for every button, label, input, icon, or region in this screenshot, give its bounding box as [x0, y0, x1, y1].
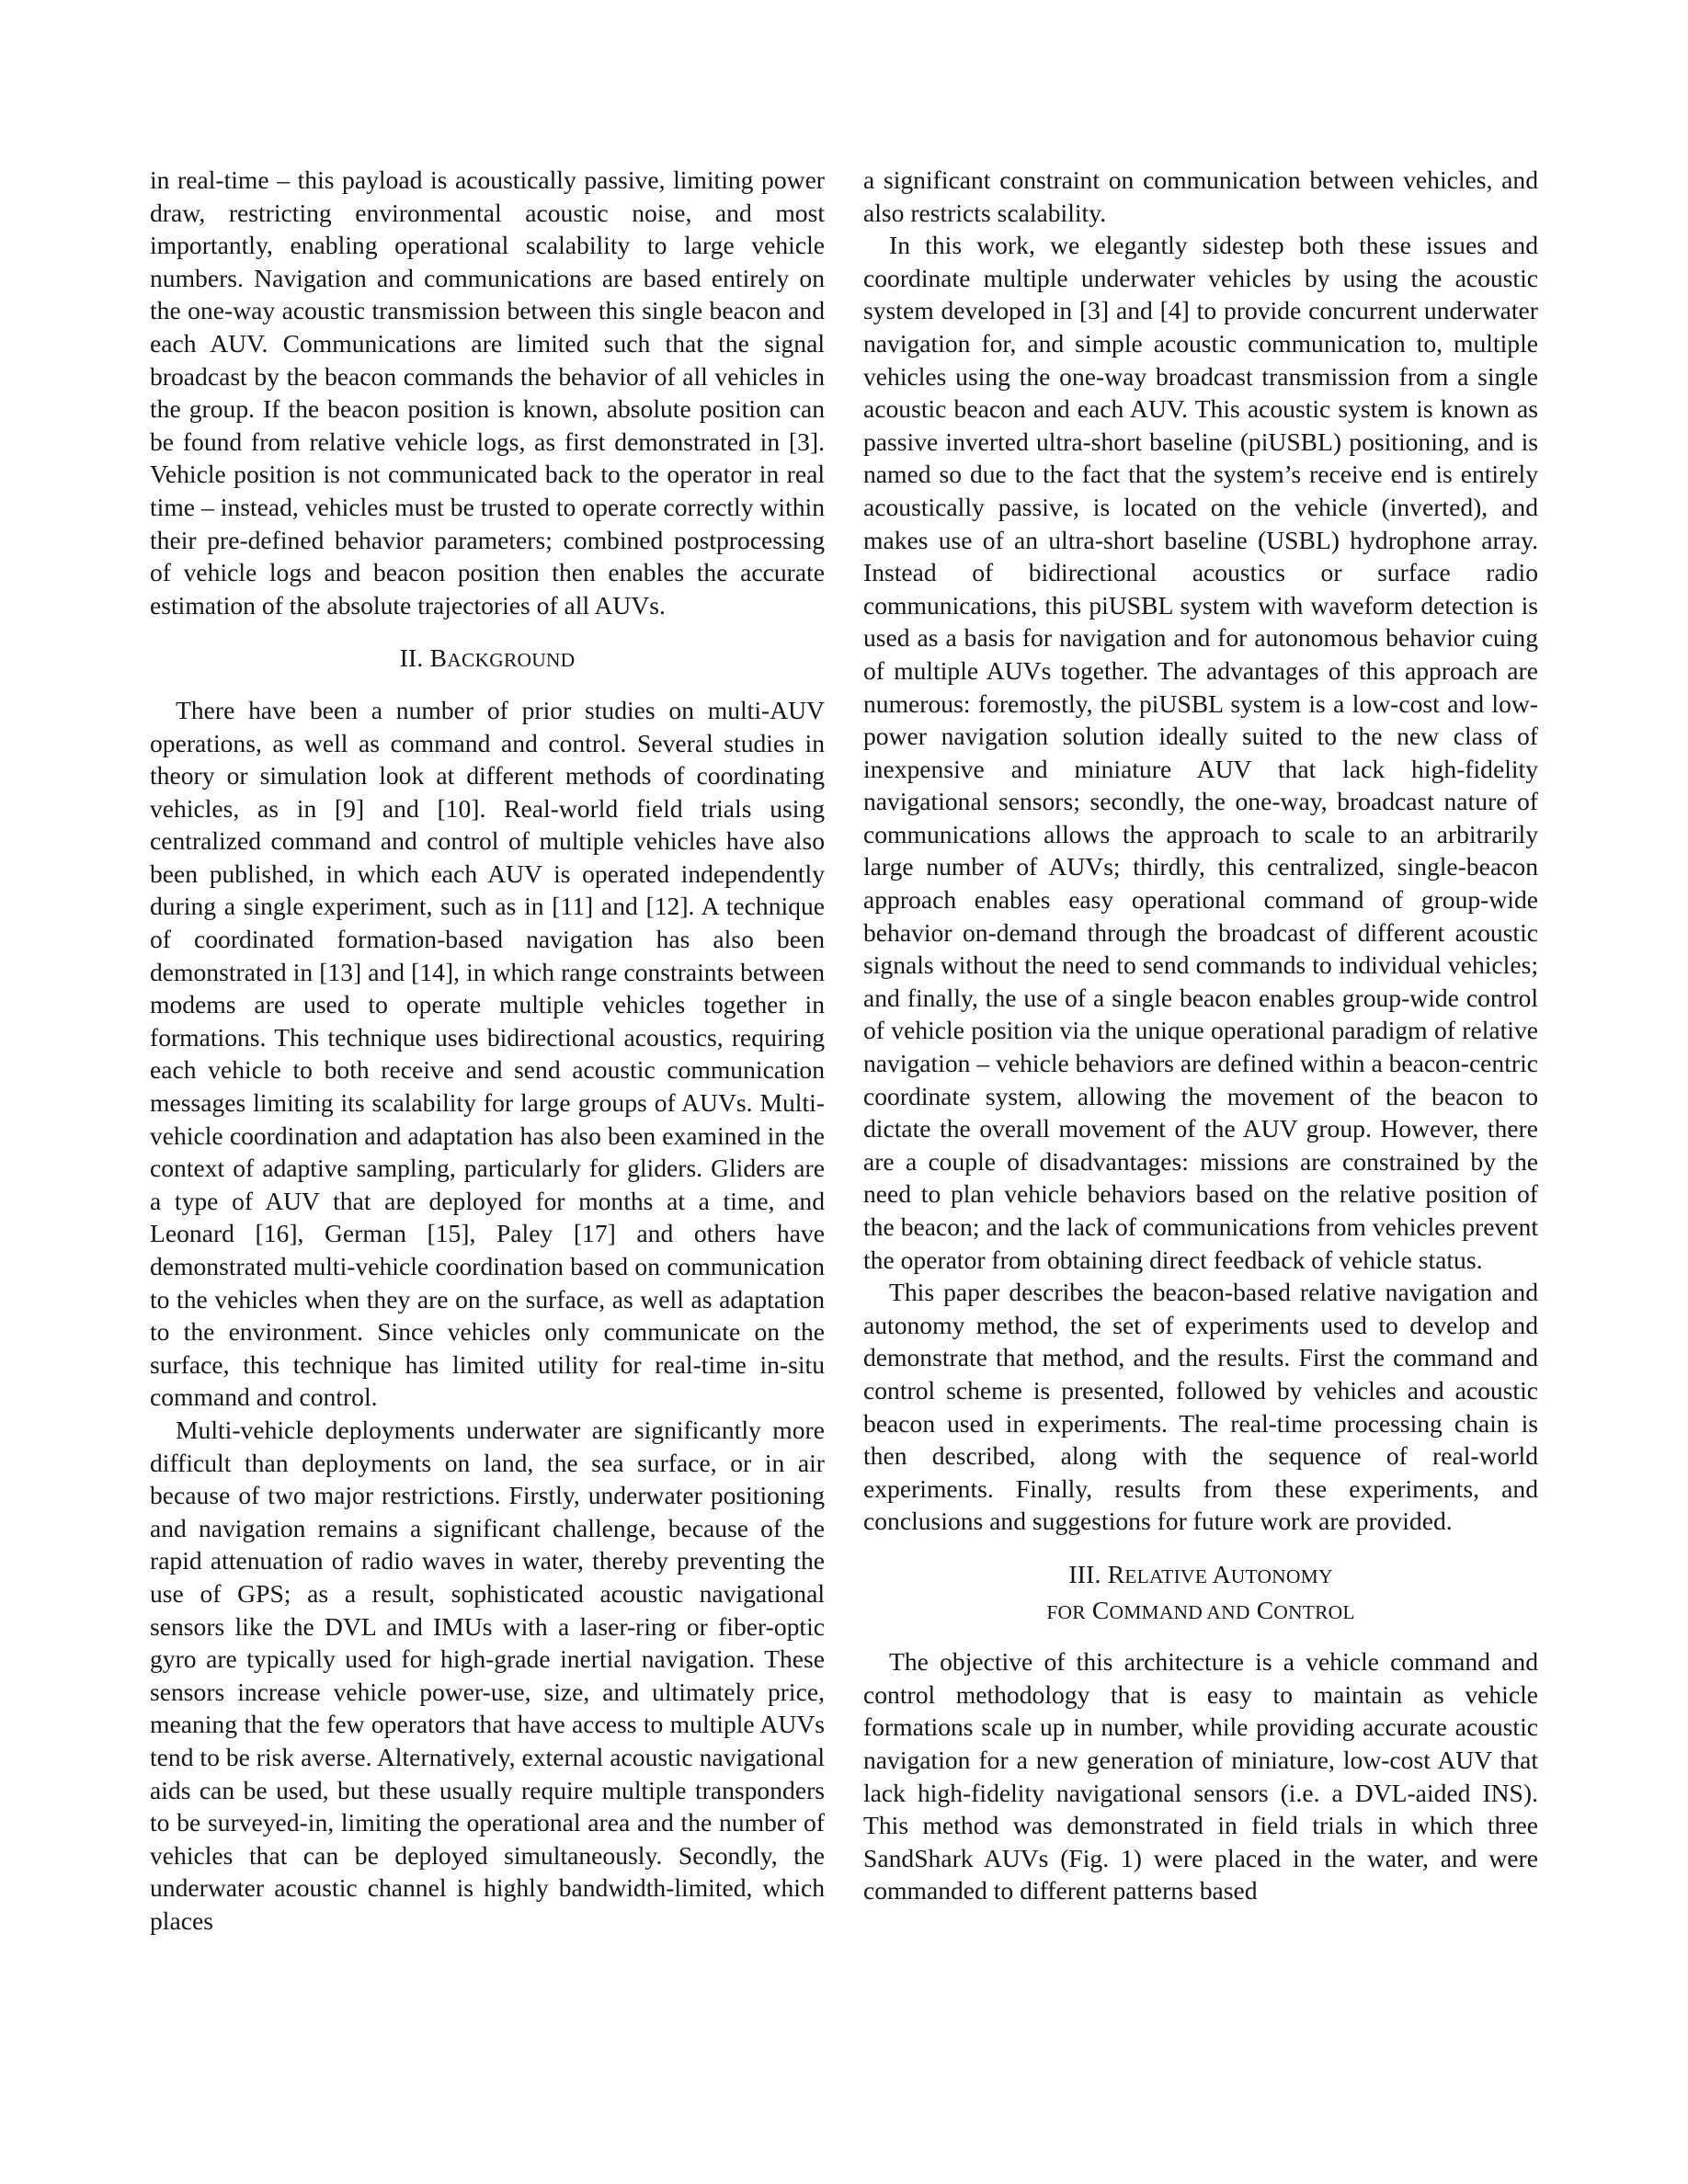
left-column	[150, 164, 825, 1937]
section-title-rest: ACKGROUND	[447, 649, 576, 672]
heading-initial: R	[1107, 1559, 1125, 1588]
outline-paragraph: This paper describes the beacon-based relative navigation and autonomy method, the set of experiments used to develop and demonstrate that method, and the results. First the command and control scheme is presented, followed by vehicles and acoustic beacon used in experiments. The real-time processing chain is then described, along with the sequence of real-world experiments. Finally, results from these experiments, and conclusions and suggestions for future work are provided.	[863, 1278, 1538, 1536]
section-title-initial: B	[429, 643, 448, 673]
approach-paragraph: In this work, we elegantly sidestep both these issues and coordinate multiple underwater vehicles by using the acoustic system developed in [3] and [4] to provide concurrent underwater navigation for, and simple acoustic communication to, multiple vehicles using the one-way broadcast transmission from a single acoustic beacon and each AUV. This acoustic system is known as passive inverted ultra-short baseline (piUSBL) positioning, and is named so due to the fact that the system’s receive end is entirely acoustically passive, is located on the vehicle (inverted), and makes use of an ultra-short baseline (USBL) hydrophone array. Instead of bidirectional acoustics or surface radio communications, this piUSBL system with waveform detection is used as a basis for navigation and for autonomous behavior cuing of multiple AUVs together. The advantages of this approach are numerous: foremostly, the piUSBL system is a low-cost and low-power navigation solution ideally suited to the new class of inexpensive and miniature AUV that lack high-fidelity navigational sensors; secondly, the one-way, broadcast nature of communications allows the approach to scale to an arbitrarily large number of AUVs; thirdly, this centralized, single-beacon approach enables easy operational command of group-wide behavior on-demand through the broadcast of different acoustic signals without the need to send commands to individual vehicles; and finally, the use of a single beacon enables group-wide control of vehicle position via the unique operational paradigm of relative navigation – vehicle behaviors are defined within a beacon-centric coordinate system, allowing the movement of the beacon to dictate the overall movement of the AUV group. However, there are a couple of disadvantages: missions are constrained by the need to plan vehicle behaviors based on the relative position of the beacon; and the lack of communications from vehicles prevent the operator from obtaining direct feedback of vehicle status.	[863, 231, 1538, 1274]
heading-initial: C	[1091, 1595, 1110, 1624]
objective-paragraph: The objective of this architecture is a vehicle command and control methodology that is easy to maintain as vehicle formations scale up in number, while providing accurate acoustic navigation for a new generation of miniature, low-cost AUV that lack high-fidelity navigational sensors (i.e. a DVL-aided INS). This method was demonstrated in field trials in which three SandShark AUVs (Fig. 1) were placed in the water, and were commanded to different patterns based	[863, 1647, 1538, 1905]
heading-initial: C	[1256, 1595, 1274, 1624]
heading-rest: OMMAND AND	[1109, 1600, 1250, 1623]
heading-rest: ONTROL	[1273, 1600, 1355, 1623]
heading-initial: A	[1212, 1559, 1231, 1588]
heading-word: FOR	[1046, 1600, 1086, 1623]
heading-rest: ELATIVE	[1124, 1564, 1208, 1587]
section-heading-background	[150, 642, 825, 677]
section-numeral: III.	[1068, 1559, 1101, 1588]
section-numeral: II.	[399, 643, 424, 673]
paragraph-continued-right: a significant constraint on communication between vehicles, and also restricts scalability.	[863, 165, 1538, 227]
heading-rest: UTONOMY	[1230, 1564, 1333, 1587]
section-heading-relative-autonomy	[863, 1558, 1538, 1629]
paragraph-continued: in real-time – this payload is acoustically passive, limiting power draw, restricting environmental acoustic noise, and most importantly, enabling operational scalability to large vehicle numbers. Navigation and communications are based entirely on the one-way acoustic transmission between this single beacon and each AUV. Communications are limited such that the signal broadcast by the beacon commands the behavior of all vehicles in the group. If the beacon position is known, absolute position can be found from relative vehicle logs, as first demonstrated in [3]. Vehicle position is not communicated back to the operator in real time – instead, vehicles must be trusted to operate correctly within their pre-defined behavior parameters; combined postprocessing of vehicle logs and beacon position then enables the accurate estimation of the absolute trajectories of all AUVs.	[150, 165, 825, 620]
background-paragraph-2: Multi-vehicle deployments underwater are significantly more difficult than deployments on land, the sea surface, or in air because of two major restrictions. Firstly, underwater positioning and navigation remains a significant challenge, because of the rapid attenuation of radio waves in water, thereby preventing the use of GPS; as a result, sophisticated acoustic navigational sensors like the DVL and IMUs with a laser-ring or fiber-optic gyro are typically used for high-grade inertial navigation. These sensors increase vehicle power-use, size, and ultimately price, meaning that the few operators that have access to multiple AUVs tend to be risk averse. Alternatively, external acoustic navigational aids can be used, but these usually require multiple transponders to be surveyed-in, limiting the operational area and the number of vehicles that can be deployed simultaneously. Secondly, the underwater acoustic channel is highly bandwidth-limited, which places	[150, 1415, 825, 1935]
section-heading-line-2	[863, 1594, 1538, 1630]
right-column	[863, 164, 1538, 1907]
background-paragraph-1: There have been a number of prior studies on multi-AUV operations, as well as command and control. Several studies in theory or simulation look at different methods of coordinating vehicles, as in [9] and [10]. Real-world field trials using centralized command and control of multiple vehicles have also been published, in which each AUV is operated independently during a single experiment, such as in [11] and [12]. A technique of coordinated formation-based navigation has also been demonstrated in [13] and [14], in which range constraints between modems are used to operate multiple vehicles together in formations. This technique uses bidirectional acoustics, requiring each vehicle to both receive and send acoustic communication messages limiting its scalability for large groups of AUVs. Multi-vehicle coordination and adaptation has also been examined in the context of adaptive sampling, particularly for gliders. Gliders are a type of AUV that are deployed for months at a time, and Leonard [16], German [15], Paley [17] and others have demonstrated multi-vehicle coordination based on communication to the vehicles when they are on the surface, as well as adaptation to the environment. Since vehicles only communicate on the surface, this technique has limited utility for real-time in-situ command and control.	[150, 695, 825, 1412]
section-heading-line-1	[863, 1558, 1538, 1594]
